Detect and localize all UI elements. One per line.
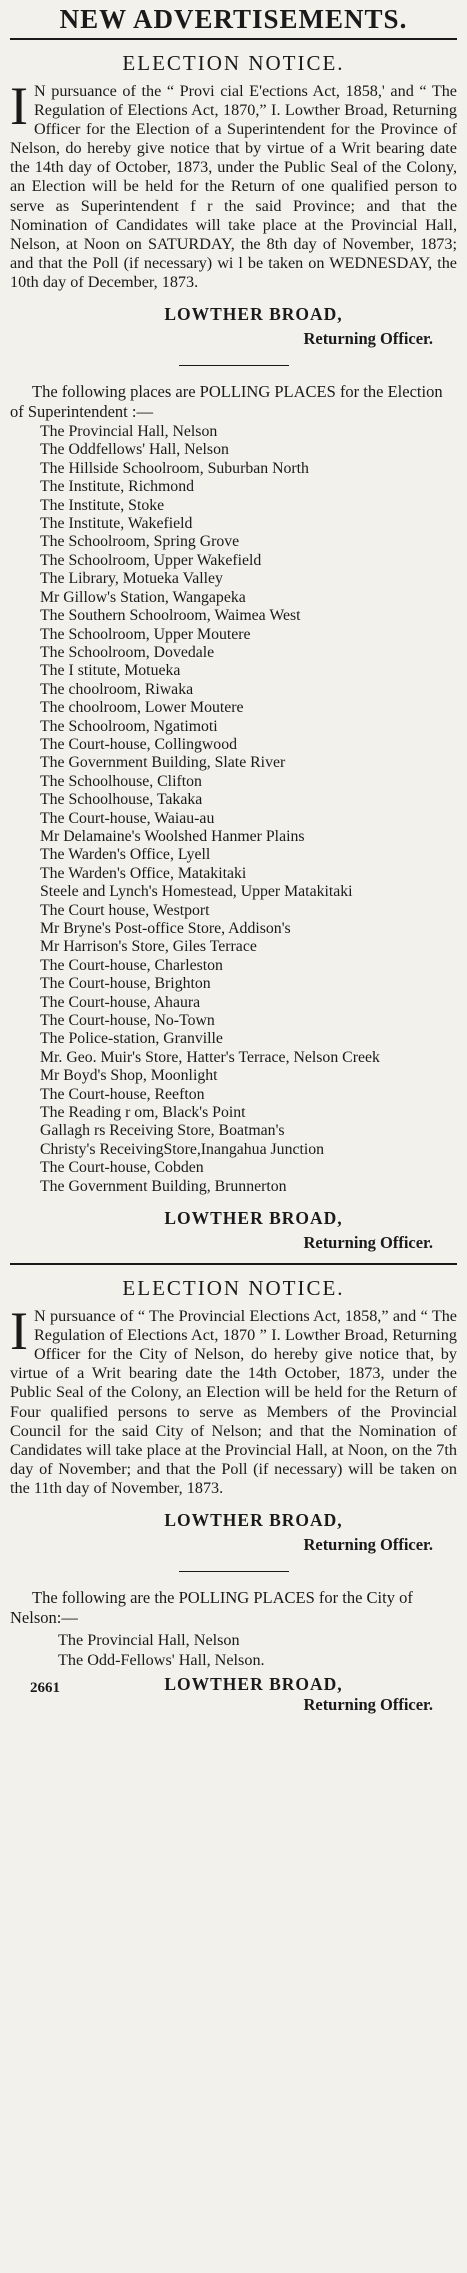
polling-place: Gallagh rs Receiving Store, Boatman's	[40, 1122, 285, 1140]
polling-places-list	[10, 423, 457, 1196]
notice-title: ELECTION NOTICE.	[122, 1276, 345, 1301]
notice-title: ELECTION NOTICE.	[122, 51, 345, 75]
polling-place: The Provincial Hall, Nelson	[58, 1631, 240, 1650]
polling-place: The Reading r om, Black's Point	[40, 1104, 246, 1122]
polling-place: Mr Boyd's Shop, Moonlight	[40, 1067, 218, 1085]
polling-place: The Government Building, Slate River	[40, 754, 286, 772]
polling-place: The Court-house, Collingwood	[40, 735, 238, 753]
polling-place: The Warden's Office, Lyell	[40, 846, 211, 864]
polling-place: The choolroom, Lower Moutere	[40, 699, 244, 717]
polling-place: The Odd-Fellows' Hall, Nelson.	[58, 1650, 265, 1669]
polling-place: Mr Delamaine's Woolshed Hanmer Plains	[40, 827, 305, 845]
polling-place: The Court-house, No-Town	[40, 1012, 215, 1030]
signature-name: LOWTHER BROAD,	[164, 1674, 343, 1695]
polling-place: Steele and Lynch's Homestead, Upper Matakitaki	[40, 883, 353, 901]
signature-title: Returning Officer.	[303, 329, 433, 349]
signature-name: LOWTHER BROAD,	[164, 1510, 343, 1531]
signature-title: Returning Officer.	[303, 1233, 433, 1253]
polling-place: The Court-house, Reefton	[40, 1085, 205, 1103]
polling-intro: The following places are POLLING PLACES for the Election of Superintendent :—	[10, 382, 443, 421]
polling-place: The Library, Motueka Valley	[40, 570, 223, 588]
polling-place: The Schoolhouse, Clifton	[40, 772, 202, 790]
divider	[179, 1571, 289, 1572]
polling-place: The Court-house, Cobden	[40, 1159, 204, 1177]
polling-place: Mr Bryne's Post-office Store, Addison's	[40, 920, 291, 937]
polling-place: The I stitute, Motueka	[40, 662, 181, 680]
polling-place: The choolroom, Riwaka	[40, 680, 194, 698]
polling-intro: The following are the POLLING PLACES for the City of Nelson:—	[10, 1588, 413, 1627]
polling-place: The Institute, Richmond	[40, 478, 194, 496]
signature-name: LOWTHER BROAD,	[164, 1208, 343, 1229]
notice-text: N pursuance of the “ Provi cial E'ections Act, 1858,' and “ The Regulation of Elections Act, 1870,” I. Lowther Broad, Returning Officer for the Election of a Superintendent for the Province of Nelson, do hereby give notice that by virtue of a Writ bearing date the 14th day of October, 1873, under the Public Seal of the Colony, an Election will be held for the Return of one qualified person to serve as Superintendent f r the said Province; and that the Nomination of Candidates will take place at the Provincial Hall, Nelson, at Noon on SATURDAY, the 8th day of November, 1873; and that the Poll (if necessary) wi l be taken on WEDNESDAY, the 10th day of December, 1873.	[10, 82, 457, 291]
drop-cap: I	[10, 76, 28, 136]
polling-place: The Schoolroom, Upper Wakefield	[40, 551, 262, 569]
polling-place: The Institute, Stoke	[40, 496, 165, 514]
polling-place: The Government Building, Brunnerton	[40, 1177, 287, 1195]
notice-body	[10, 1301, 457, 1498]
polling-place: The Court-house, Waiau-au	[40, 809, 215, 827]
polling-place: The Court house, Westport	[40, 901, 210, 919]
divider	[179, 365, 289, 366]
notice-body	[10, 76, 457, 292]
polling-place: The Institute, Wakefield	[40, 515, 193, 533]
masthead: NEW ADVERTISEMENTS.	[10, 4, 457, 40]
drop-cap: I	[10, 1301, 28, 1362]
polling-place: The Hillside Schoolroom, Suburban North	[40, 459, 309, 477]
polling-place: The Schoolroom, Ngatimoti	[40, 717, 218, 735]
polling-place: The Schoolroom, Upper Moutere	[40, 625, 251, 643]
polling-place: Mr Harrison's Store, Giles Terrace	[40, 938, 257, 956]
polling-place: The Warden's Office, Matakitaki	[40, 864, 247, 882]
signature-title: Returning Officer.	[303, 1695, 433, 1715]
polling-place: The Oddfellows' Hall, Nelson	[40, 441, 229, 459]
polling-place: The Police-station, Granville	[40, 1030, 223, 1048]
newspaper-page	[10, 0, 457, 1715]
advertisement-number: 2661	[30, 1680, 60, 1697]
polling-place: The Court-house, Charleston	[40, 956, 223, 974]
polling-place: The Court-house, Brighton	[40, 975, 211, 993]
polling-places-list	[10, 1631, 457, 1670]
polling-place: The Southern Schoolroom, Waimea West	[40, 607, 301, 625]
signature-title: Returning Officer.	[303, 1535, 433, 1555]
polling-place: The Provincial Hall, Nelson	[40, 423, 218, 441]
polling-place: The Schoolhouse, Takaka	[40, 791, 203, 809]
polling-place: Christy's ReceivingStore,Inangahua Junction	[40, 1140, 325, 1158]
signature-name: LOWTHER BROAD,	[164, 304, 343, 325]
polling-place: Mr. Geo. Muir's Store, Hatter's Terrace, Nelson Creek	[40, 1048, 380, 1066]
polling-place: The Schoolroom, Dovedale	[40, 643, 215, 661]
polling-place: Mr Gillow's Station, Wangapeka	[40, 588, 246, 606]
notice-text: N pursuance of “ The Provincial Elections Act, 1858,” and “ The Regulation of Elections Act, 1870 ” I. Lowther Broad, Returning Officer for the City of Nelson, do hereby give notice that, by virtue of a Writ bearing date the 14th October, 1873, under the Public Seal of the Colony, an Election will be held for the Return of Four qualified persons to serve as Members of the Provincial Council for the said City of Nelson; and that the Nomination of Candidates will take place at the Provincial Hall, at Noon, on the 7th day of November; and that the Poll (if necessary) will be taken on the 11th day of November, 1873.	[10, 1307, 457, 1497]
polling-place: The Court-house, Ahaura	[40, 993, 201, 1011]
polling-place: The Schoolroom, Spring Grove	[40, 533, 240, 551]
divider	[10, 1263, 457, 1265]
